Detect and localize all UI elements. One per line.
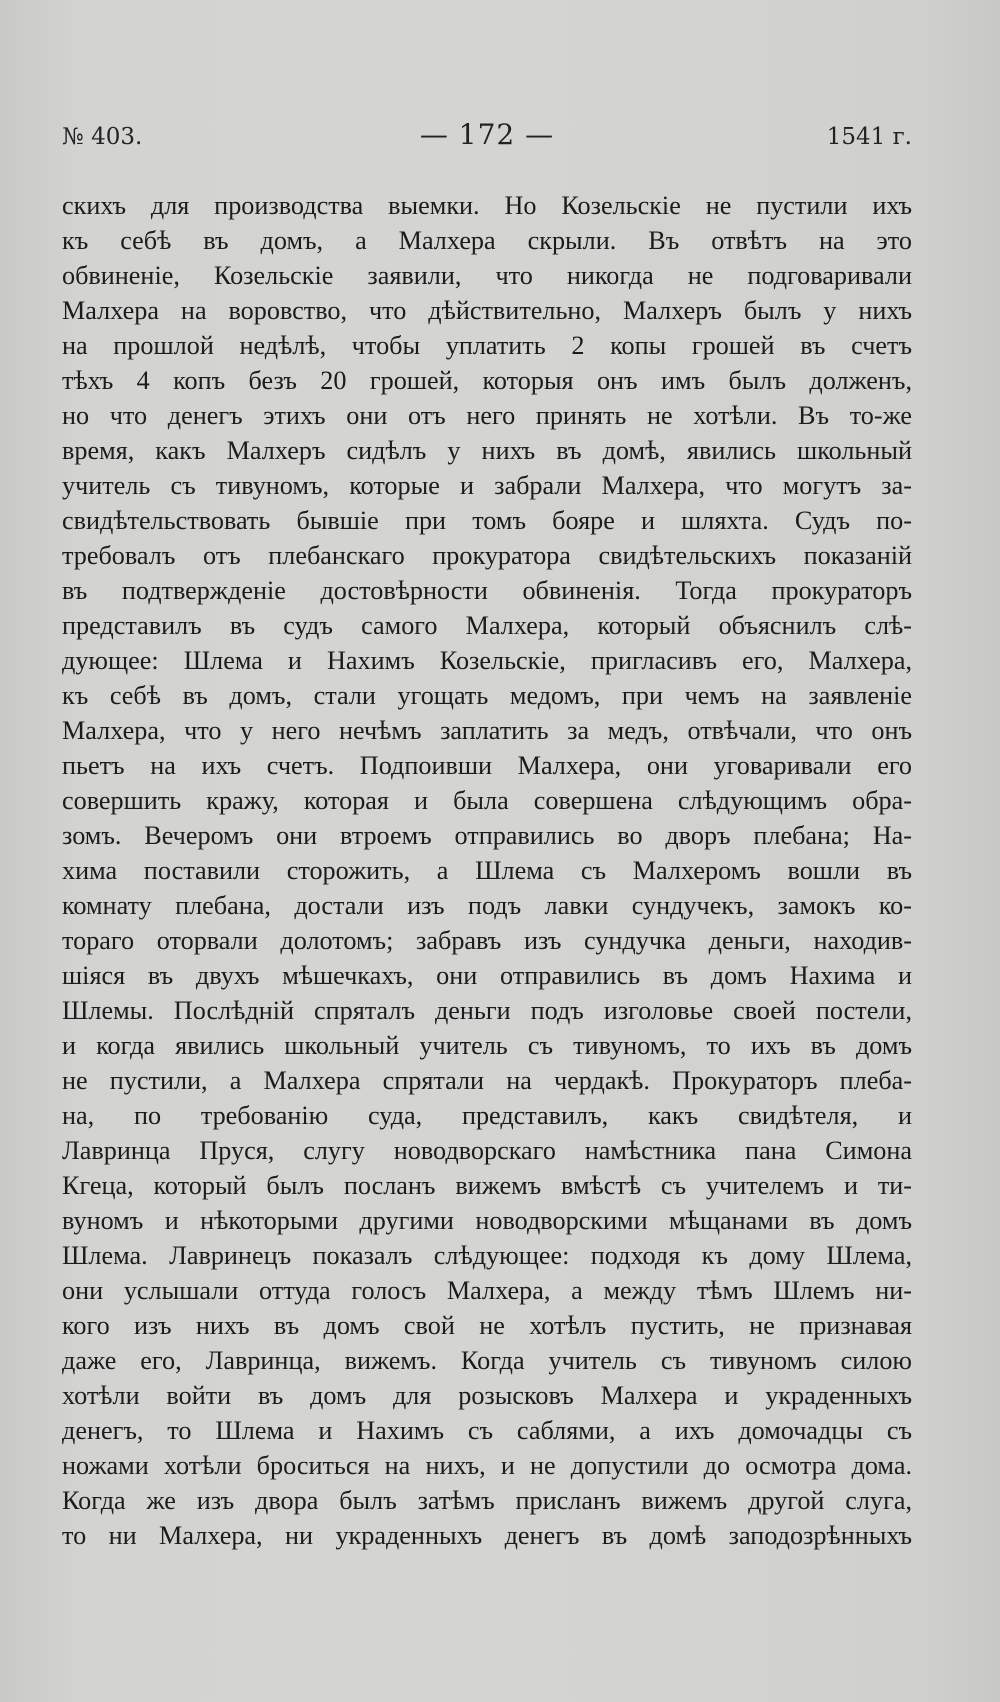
- page-header: [62, 118, 912, 158]
- text-line: пьетъ на ихъ счетъ. Подпоивши Малхера, они уговаривали его: [62, 751, 912, 780]
- text-line: къ себѣ въ домъ, стали угощать медомъ, при чемъ на заявленіе: [62, 681, 912, 710]
- text-line: въ подтвержденіе достовѣрности обвиненія. Тогда прокураторъ: [62, 576, 912, 605]
- text-line: учитель съ тивуномъ, которые и забрали Малхера, что могутъ за-: [62, 471, 912, 500]
- text-line: Шлема. Лавринецъ показалъ слѣдующее: подходя къ дому Шлема,: [62, 1241, 912, 1270]
- text-line: на, по требованію суда, представилъ, какъ свидѣтеля, и: [62, 1101, 912, 1130]
- text-line: шіяся въ двухъ мѣшечкахъ, они отправились въ домъ Нахима и: [62, 961, 912, 990]
- text-line: то ни Малхера, ни украденныхъ денегъ въ домѣ заподозрѣнныхъ: [62, 1521, 912, 1550]
- text-line: денегъ, то Шлема и Нахимъ съ саблями, а ихъ домочадцы съ: [62, 1416, 912, 1445]
- text-line: тѣхъ 4 копъ безъ 20 грошей, которыя онъ имъ былъ долженъ,: [62, 366, 912, 395]
- text-line: они услышали оттуда голосъ Малхера, а между тѣмъ Шлемъ ни-: [62, 1276, 912, 1305]
- text-line: обвиненіе, Козельскіе заявили, что никогда не подговаривали: [62, 261, 912, 290]
- body-text: [62, 188, 912, 1553]
- text-line: требовалъ отъ плебанскаго прокуратора свидѣтельскихъ показаній: [62, 541, 912, 570]
- text-line: время, какъ Малхеръ сидѣлъ у нихъ въ домѣ, явились школьный: [62, 436, 912, 465]
- text-line: но что денегъ этихъ они отъ него принять не хотѣли. Въ то-же: [62, 401, 912, 430]
- text-line: дующее: Шлема и Нахимъ Козельскіе, пригласивъ его, Малхера,: [62, 646, 912, 675]
- text-line: комнату плебана, достали изъ подъ лавки сундучекъ, замокъ ко-: [62, 891, 912, 920]
- year-label: 1541 г.: [826, 124, 912, 150]
- text-line: и когда явились школьный учитель съ тивуномъ, то ихъ въ домъ: [62, 1031, 912, 1060]
- text-line: Малхера на воровство, что дѣйствительно, Малхеръ былъ у нихъ: [62, 296, 912, 325]
- text-line: Кгеца, который былъ посланъ вижемъ вмѣстѣ съ учителемъ и ти-: [62, 1171, 912, 1200]
- text-line: зомъ. Вечеромъ они втроемъ отправились во дворъ плебана; На-: [62, 821, 912, 850]
- text-line: Малхера, что у него нечѣмъ заплатить за медъ, отвѣчали, что онъ: [62, 716, 912, 745]
- text-line: вуномъ и нѣкоторыми другими новодворскими мѣщанами въ домъ: [62, 1206, 912, 1235]
- text-line: хотѣли войти въ домъ для розысковъ Малхера и украденныхъ: [62, 1381, 912, 1410]
- text-line: хима поставили сторожить, а Шлема съ Малхеромъ вошли въ: [62, 856, 912, 885]
- document-number: № 403.: [62, 124, 143, 150]
- text-line: совершить кражу, которая и была совершена слѣдующимъ обра-: [62, 786, 912, 815]
- page-number: — 172 —: [419, 118, 555, 151]
- text-line: на прошлой недѣлѣ, чтобы уплатить 2 копы грошей въ счетъ: [62, 331, 912, 360]
- text-line: тораго оторвали долотомъ; забравъ изъ сундучка деньги, находив-: [62, 926, 912, 955]
- text-line: Когда же изъ двора былъ затѣмъ присланъ вижемъ другой слуга,: [62, 1486, 912, 1515]
- text-line: ножами хотѣли броситься на нихъ, и не допустили до осмотра дома.: [62, 1451, 912, 1480]
- text-line: не пустили, а Малхера спрятали на чердакѣ. Прокураторъ плеба-: [62, 1066, 912, 1095]
- text-line: Шлемы. Послѣдній спряталъ деньги подъ изголовье своей постели,: [62, 996, 912, 1025]
- text-line: свидѣтельствовать бывшіе при томъ бояре и шляхта. Судъ по-: [62, 506, 912, 535]
- text-line: Лавринца Пруся, слугу новодворскаго намѣстника пана Симона: [62, 1136, 912, 1165]
- text-line: даже его, Лавринца, вижемъ. Когда учитель съ тивуномъ силою: [62, 1346, 912, 1375]
- text-line: къ себѣ въ домъ, а Малхера скрыли. Въ отвѣтъ на это: [62, 226, 912, 255]
- text-line: представилъ въ судъ самого Малхера, который объяснилъ слѣ-: [62, 611, 912, 640]
- text-line: кого изъ нихъ въ домъ свой не хотѣлъ пустить, не признавая: [62, 1311, 912, 1340]
- text-line: скихъ для производства выемки. Но Козельскіе не пустили ихъ: [62, 191, 912, 220]
